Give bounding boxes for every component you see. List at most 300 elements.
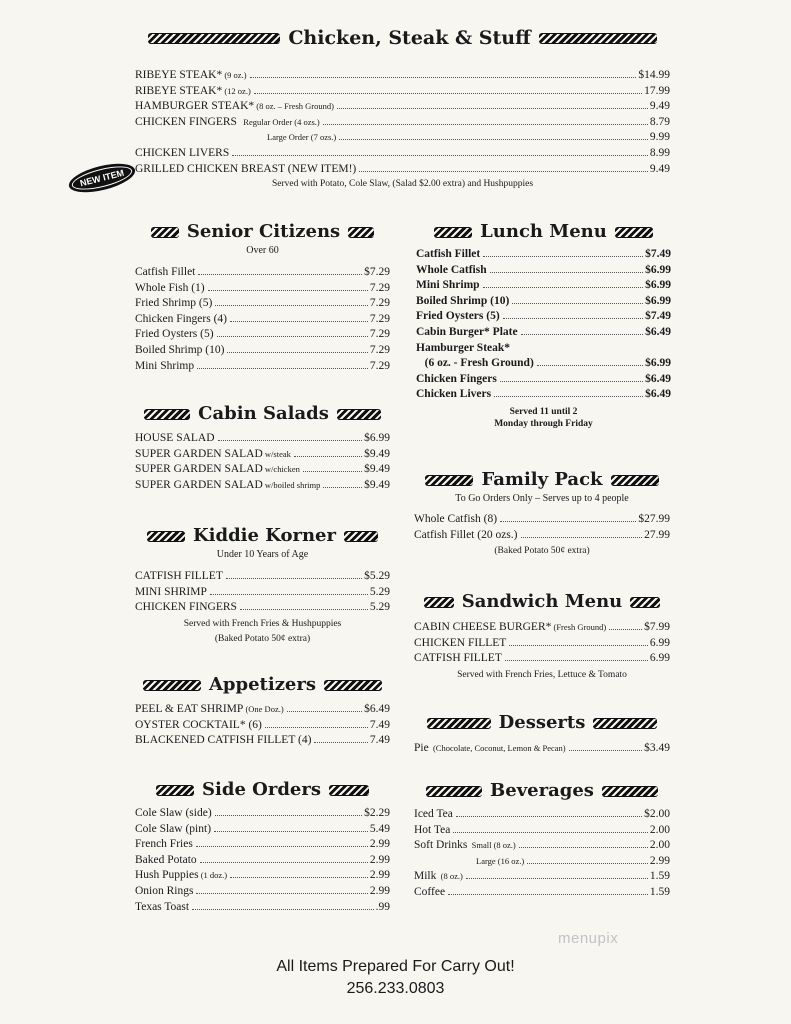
- item-price: 2.99: [369, 884, 390, 897]
- dot-leader: [509, 645, 648, 646]
- menu-item: [414, 741, 670, 757]
- item-name-text: CABIN CHEESE BURGER*: [414, 621, 552, 633]
- item-name-text: Soft Drinks: [414, 839, 468, 852]
- item-price: $6.99: [645, 294, 671, 307]
- item-name: [135, 115, 320, 131]
- item-name-text: Onion Rings: [135, 884, 194, 897]
- section-title: Lunch Menu: [480, 221, 607, 242]
- item-name-text: SUPER GARDEN SALAD: [135, 447, 263, 460]
- dot-leader: [198, 274, 362, 275]
- menu-item: [416, 247, 671, 263]
- item-name: [416, 294, 509, 310]
- section-title: Sandwich Menu: [461, 591, 623, 612]
- item-name-text: BLACKENED CATFISH FILLET (4): [135, 734, 312, 747]
- item-price: 7.29: [369, 312, 390, 325]
- rope-divider-icon: [426, 786, 482, 797]
- item-detail: (8 oz.): [436, 871, 463, 882]
- dot-leader: [240, 609, 368, 610]
- item-name: [135, 265, 195, 281]
- item-name-text: SUPER GARDEN SALAD: [135, 478, 263, 491]
- item-detail: (Fresh Ground): [551, 622, 607, 632]
- item-price: 8.79: [649, 115, 670, 128]
- item-list: [135, 265, 390, 374]
- rope-divider-icon: [337, 409, 381, 420]
- menu-item: [416, 356, 671, 372]
- rope-divider-icon: [324, 680, 382, 691]
- item-name-text: Whole Fish (1): [135, 281, 205, 294]
- menu-item: [135, 327, 390, 343]
- item-name: [416, 263, 487, 279]
- dot-leader: [208, 290, 368, 291]
- item-name-text: Hot Tea: [414, 823, 451, 836]
- item-name: [135, 296, 212, 312]
- menu-item: [135, 359, 390, 375]
- item-price: $14.99: [638, 69, 670, 81]
- item-name: [416, 341, 510, 357]
- item-name-text: Milk: [414, 870, 437, 883]
- dot-leader: [254, 93, 642, 94]
- dot-leader: [200, 862, 368, 863]
- section-sandwich-menu: [414, 591, 670, 681]
- item-name: [135, 569, 223, 585]
- item-name-text: PEEL & EAT SHRIMP: [135, 703, 244, 715]
- item-name: [135, 84, 251, 100]
- item-name-text: SUPER GARDEN SALAD: [135, 463, 263, 476]
- dot-leader: [323, 487, 362, 488]
- dot-leader: [217, 336, 368, 337]
- item-name-text: CHICKEN FILLET: [414, 636, 507, 649]
- item-name-text: Whole Catfish (8): [414, 513, 498, 525]
- item-price: 5.29: [369, 601, 390, 614]
- item-price: 2.00: [649, 823, 670, 836]
- rope-divider-icon: [144, 409, 190, 420]
- dot-leader: [339, 139, 648, 140]
- item-detail: Small (8 oz.): [467, 840, 516, 851]
- item-price: 2.99: [369, 838, 390, 851]
- item-name: [416, 372, 497, 388]
- item-name-text: Hush Puppies: [135, 869, 199, 882]
- section-heading: [414, 780, 670, 802]
- item-price: 7.49: [369, 718, 390, 731]
- item-name: [416, 387, 491, 403]
- dot-leader: [218, 440, 363, 441]
- item-price: $7.49: [645, 310, 671, 323]
- menu-item: [416, 341, 671, 357]
- item-name: [135, 462, 300, 478]
- item-price: 9.49: [649, 162, 670, 175]
- menu-item: [135, 296, 390, 312]
- section-heading: [135, 525, 390, 547]
- item-price: $7.99: [644, 621, 670, 633]
- rope-divider-icon: [147, 531, 185, 542]
- dot-leader: [226, 578, 362, 579]
- menu-item: [414, 512, 670, 528]
- item-detail: Large (16 oz.): [476, 855, 525, 866]
- dot-leader: [215, 305, 368, 306]
- section-heading: [414, 591, 670, 613]
- menu-item: [135, 900, 390, 916]
- rope-divider-icon: [425, 475, 473, 486]
- item-price: $6.49: [645, 325, 671, 338]
- section-title: Side Orders: [202, 779, 321, 800]
- item-name: [414, 854, 524, 870]
- menu-item: [416, 309, 671, 325]
- item-detail: (9 oz.): [222, 70, 247, 80]
- item-list: [135, 806, 390, 915]
- menu-item: [414, 838, 670, 854]
- item-detail: (Chocolate, Coconut, Lemon & Pecan): [428, 743, 566, 753]
- item-list: [414, 741, 670, 757]
- item-detail: Regular Order (4 ozs.): [236, 116, 320, 127]
- rope-divider-icon: [424, 597, 454, 608]
- dot-leader: [519, 847, 648, 848]
- rope-divider-icon: [344, 531, 378, 542]
- rope-divider-icon: [151, 227, 179, 238]
- item-list: [135, 569, 390, 616]
- item-name-text: GRILLED CHICKEN BREAST (NEW ITEM!): [135, 162, 357, 175]
- dot-leader: [232, 155, 648, 156]
- item-name-text: Iced Tea: [414, 808, 453, 820]
- section-note: (Baked Potato 50¢ extra): [494, 546, 590, 557]
- footer-carry-out: All Items Prepared For Carry Out!: [276, 958, 515, 975]
- item-name-text: Cabin Burger* Plate: [416, 325, 518, 338]
- item-list: [414, 807, 670, 901]
- menu-item: [135, 822, 390, 838]
- dot-leader: [294, 456, 362, 457]
- menu-item: [414, 869, 670, 885]
- menu-item: [135, 281, 390, 297]
- menu-item: [135, 265, 390, 281]
- dot-leader: [456, 816, 642, 817]
- dot-leader: [537, 365, 643, 366]
- dot-leader: [230, 877, 368, 878]
- item-name: [414, 807, 453, 823]
- item-name: [135, 733, 311, 749]
- item-name: [414, 741, 566, 757]
- item-name-text: Fried Shrimp (5): [135, 297, 213, 310]
- section-note: (Baked Potato 50¢ extra): [214, 634, 311, 645]
- dot-leader: [192, 909, 374, 910]
- section-subtitle: To Go Orders Only – Serves up to 4 people: [455, 493, 629, 504]
- rope-divider-icon: [329, 785, 369, 796]
- dot-leader: [569, 750, 643, 751]
- item-name: [135, 359, 194, 375]
- item-price: $9.49: [364, 463, 390, 476]
- menu-item: [414, 807, 670, 823]
- section-heading: [135, 221, 390, 243]
- item-name-text: (6 oz. - Fresh Ground): [416, 357, 534, 370]
- item-name-text: Catfish Fillet: [416, 248, 481, 260]
- item-price: 7.29: [369, 297, 390, 310]
- item-price: 7.29: [369, 359, 390, 372]
- menu-item: [416, 325, 671, 341]
- dot-leader: [314, 742, 367, 743]
- item-price: $3.49: [644, 742, 670, 754]
- section-heading: [135, 27, 670, 49]
- item-name: [135, 99, 334, 115]
- section-title: Chicken, Steak & Stuff: [288, 27, 531, 49]
- menu-item: [414, 651, 670, 667]
- item-name: [135, 431, 215, 447]
- item-name: [135, 130, 336, 146]
- section-note: Served with Potato, Cole Slaw, (Salad $2.00 extra) and Hushpuppies: [271, 179, 534, 190]
- dot-leader: [323, 124, 648, 125]
- rope-divider-icon: [148, 33, 280, 44]
- section-note: Served with French Fries, Lettuce & Tomato: [457, 669, 627, 680]
- section-heading: [135, 779, 390, 801]
- dot-leader: [303, 471, 362, 472]
- menu-item: [416, 278, 671, 294]
- item-detail: (8 oz. – Fresh Ground): [254, 101, 334, 112]
- item-price: $6.49: [645, 388, 671, 401]
- item-list: [414, 620, 670, 667]
- section-title: Appetizers: [208, 674, 317, 695]
- item-name-text: Chicken Fingers (4): [135, 312, 227, 325]
- dot-leader: [215, 815, 362, 816]
- dot-leader: [512, 303, 643, 304]
- item-price: 7.29: [369, 328, 390, 341]
- menu-item: [135, 837, 390, 853]
- dot-leader: [210, 594, 368, 595]
- dot-leader: [490, 272, 644, 273]
- menu-item: [135, 431, 390, 447]
- item-price: $6.99: [645, 263, 671, 276]
- menu-item: [135, 99, 670, 115]
- dot-leader: [196, 893, 367, 894]
- item-name: [416, 356, 534, 372]
- menu-item: [135, 884, 390, 900]
- item-price: 2.00: [649, 839, 670, 852]
- item-name-text: Texas Toast: [135, 900, 190, 913]
- item-price: 9.49: [649, 100, 670, 113]
- menu-item: [416, 263, 671, 279]
- item-price: 7.29: [369, 281, 390, 294]
- rope-divider-icon: [593, 718, 657, 729]
- item-price: $2.29: [364, 807, 390, 819]
- item-price: $9.49: [364, 447, 390, 460]
- item-name: [416, 325, 518, 341]
- item-name: [135, 281, 205, 297]
- item-price: 5.29: [369, 585, 390, 598]
- dot-leader: [337, 108, 648, 109]
- item-name-text: Chicken Livers: [416, 388, 492, 401]
- item-price: $6.49: [364, 703, 390, 715]
- item-detail: w/steak: [262, 448, 291, 459]
- section-heading: [416, 221, 671, 243]
- item-name: [135, 884, 193, 900]
- section-subtitle: Over 60: [246, 245, 279, 256]
- new-item-badge: NEW ITEM: [66, 158, 138, 198]
- section-subtitle: Under 10 Years of Age: [216, 549, 309, 560]
- menu-item: [135, 115, 670, 131]
- item-name: [135, 837, 193, 853]
- section-chicken-steak: [135, 27, 670, 191]
- item-name-text: Catfish Fillet (20 ozs.): [414, 528, 518, 541]
- item-name: [414, 512, 497, 528]
- item-price: 6.99: [649, 636, 670, 649]
- dot-leader: [287, 711, 362, 712]
- item-list: [416, 247, 671, 403]
- item-price: $27.99: [638, 513, 670, 525]
- dot-leader: [521, 334, 644, 335]
- dot-leader: [527, 863, 648, 864]
- item-name-text: Fried Oysters (5): [135, 328, 214, 341]
- item-price: $6.99: [364, 432, 390, 444]
- item-price: 1.59: [649, 870, 670, 883]
- item-price: $7.29: [364, 266, 390, 278]
- menu-item: [135, 702, 390, 718]
- item-name: [414, 528, 518, 544]
- item-name-text: Hamburger Steak*: [416, 341, 511, 354]
- item-name-text: Mini Shrimp: [416, 279, 480, 292]
- item-price: 2.99: [369, 853, 390, 866]
- item-name-text: OYSTER COCKTAIL* (6): [135, 718, 262, 731]
- item-list: [414, 512, 670, 543]
- menu-item: [416, 294, 671, 310]
- item-name: [135, 447, 291, 463]
- item-name-text: Catfish Fillet: [135, 266, 196, 278]
- menu-item: [135, 312, 390, 328]
- item-name: [135, 900, 189, 916]
- watermark-text: menupix: [558, 930, 619, 947]
- item-price: 27.99: [644, 528, 670, 541]
- rope-divider-icon: [427, 718, 491, 729]
- item-name-text: Coffee: [414, 885, 446, 898]
- item-detail: w/boiled shrimp: [262, 479, 321, 490]
- item-name: [414, 869, 463, 885]
- dot-leader: [466, 878, 648, 879]
- item-name-text: Fried Oysters (5): [416, 310, 500, 323]
- item-name: [135, 68, 247, 84]
- item-name-text: Cole Slaw (pint): [135, 822, 212, 835]
- section-cabin-salads: [135, 403, 390, 493]
- item-name: [416, 278, 480, 294]
- item-name: [414, 620, 606, 636]
- rope-divider-icon: [143, 680, 201, 691]
- item-name-text: HAMBURGER STEAK*: [135, 100, 255, 113]
- dot-leader: [448, 894, 648, 895]
- item-name-text: CATFISH FILLET: [414, 652, 502, 665]
- menu-item: [414, 854, 670, 870]
- menu-item: [135, 718, 390, 734]
- menu-item: [135, 447, 390, 463]
- item-name: [135, 718, 262, 734]
- item-name-text: Baked Potato: [135, 853, 197, 866]
- rope-divider-icon: [611, 475, 659, 486]
- dot-leader: [214, 831, 368, 832]
- item-name: [416, 309, 500, 325]
- rope-divider-icon: [630, 597, 660, 608]
- item-name-text: RIBEYE STEAK*: [135, 69, 223, 81]
- item-name-text: MINI SHRIMP: [135, 585, 207, 598]
- menu-item: [135, 162, 670, 178]
- item-price: $6.99: [645, 357, 671, 370]
- section-appetizers: [135, 674, 390, 749]
- menu-item: [135, 68, 670, 84]
- section-title: Desserts: [498, 712, 586, 733]
- rope-divider-icon: [602, 786, 658, 797]
- item-name: [135, 702, 284, 718]
- item-price: 9.99: [649, 131, 670, 144]
- menu-item: [414, 620, 670, 636]
- item-name-text: CHICKEN FINGERS: [135, 115, 237, 128]
- section-senior-citizens: [135, 221, 390, 374]
- item-name: [414, 838, 516, 854]
- menu-item: [135, 569, 390, 585]
- dot-leader: [359, 171, 648, 172]
- item-list: [135, 431, 390, 493]
- item-name-text: Pie: [414, 742, 429, 754]
- item-detail: (12 oz.): [222, 85, 251, 96]
- item-name: [135, 162, 356, 178]
- item-name: [135, 146, 229, 162]
- menu-item: [135, 462, 390, 478]
- section-heading: [414, 712, 670, 734]
- item-price: 2.99: [649, 854, 670, 867]
- item-price: 17.99: [644, 84, 670, 97]
- item-name: [135, 806, 212, 822]
- item-name: [414, 636, 506, 652]
- section-heading: [135, 403, 390, 425]
- item-name: [135, 600, 237, 616]
- dot-leader: [609, 629, 642, 630]
- item-name-text: CATFISH FILLET: [135, 570, 223, 582]
- item-price: 7.29: [369, 343, 390, 356]
- section-note: Monday through Friday: [494, 419, 593, 430]
- item-price: $5.29: [364, 570, 390, 582]
- menu-item: [135, 478, 390, 494]
- item-name: [414, 651, 502, 667]
- item-name: [135, 312, 227, 328]
- menu-item: [135, 130, 670, 146]
- item-name: [135, 822, 211, 838]
- menu-item: [416, 387, 671, 403]
- menu-item: [135, 600, 390, 616]
- section-title: Beverages: [490, 780, 594, 801]
- section-kiddie-korner: [135, 525, 390, 646]
- item-name-text: Cole Slaw (side): [135, 807, 212, 819]
- dot-leader: [197, 368, 368, 369]
- dot-leader: [250, 77, 637, 78]
- menu-item: [135, 806, 390, 822]
- section-lunch-menu: [416, 221, 671, 431]
- dot-leader: [500, 521, 636, 522]
- dot-leader: [230, 321, 368, 322]
- section-title: Cabin Salads: [198, 403, 329, 424]
- item-name-text: Mini Shrimp: [135, 359, 195, 372]
- item-name-text: RIBEYE STEAK*: [135, 84, 223, 97]
- item-name-text: HOUSE SALAD: [135, 432, 215, 444]
- menu-item: [135, 84, 670, 100]
- section-note: Served 11 until 2: [509, 406, 578, 417]
- item-name-text: Boiled Shrimp (10): [416, 294, 510, 307]
- item-price: 8.99: [649, 146, 670, 159]
- menu-item: [135, 585, 390, 601]
- section-heading: [414, 469, 670, 491]
- menu-item: [414, 636, 670, 652]
- rope-divider-icon: [156, 785, 194, 796]
- dot-leader: [521, 537, 643, 538]
- item-detail: w/chicken: [262, 464, 300, 475]
- footer-phone: 256.233.0803: [346, 980, 445, 997]
- item-name: [414, 885, 445, 901]
- item-name-text: Whole Catfish: [416, 263, 487, 276]
- item-price: $2.00: [644, 808, 670, 820]
- item-price: 1.59: [649, 885, 670, 898]
- item-price: 6.99: [649, 652, 670, 665]
- menu-item: [135, 146, 670, 162]
- dot-leader: [196, 846, 368, 847]
